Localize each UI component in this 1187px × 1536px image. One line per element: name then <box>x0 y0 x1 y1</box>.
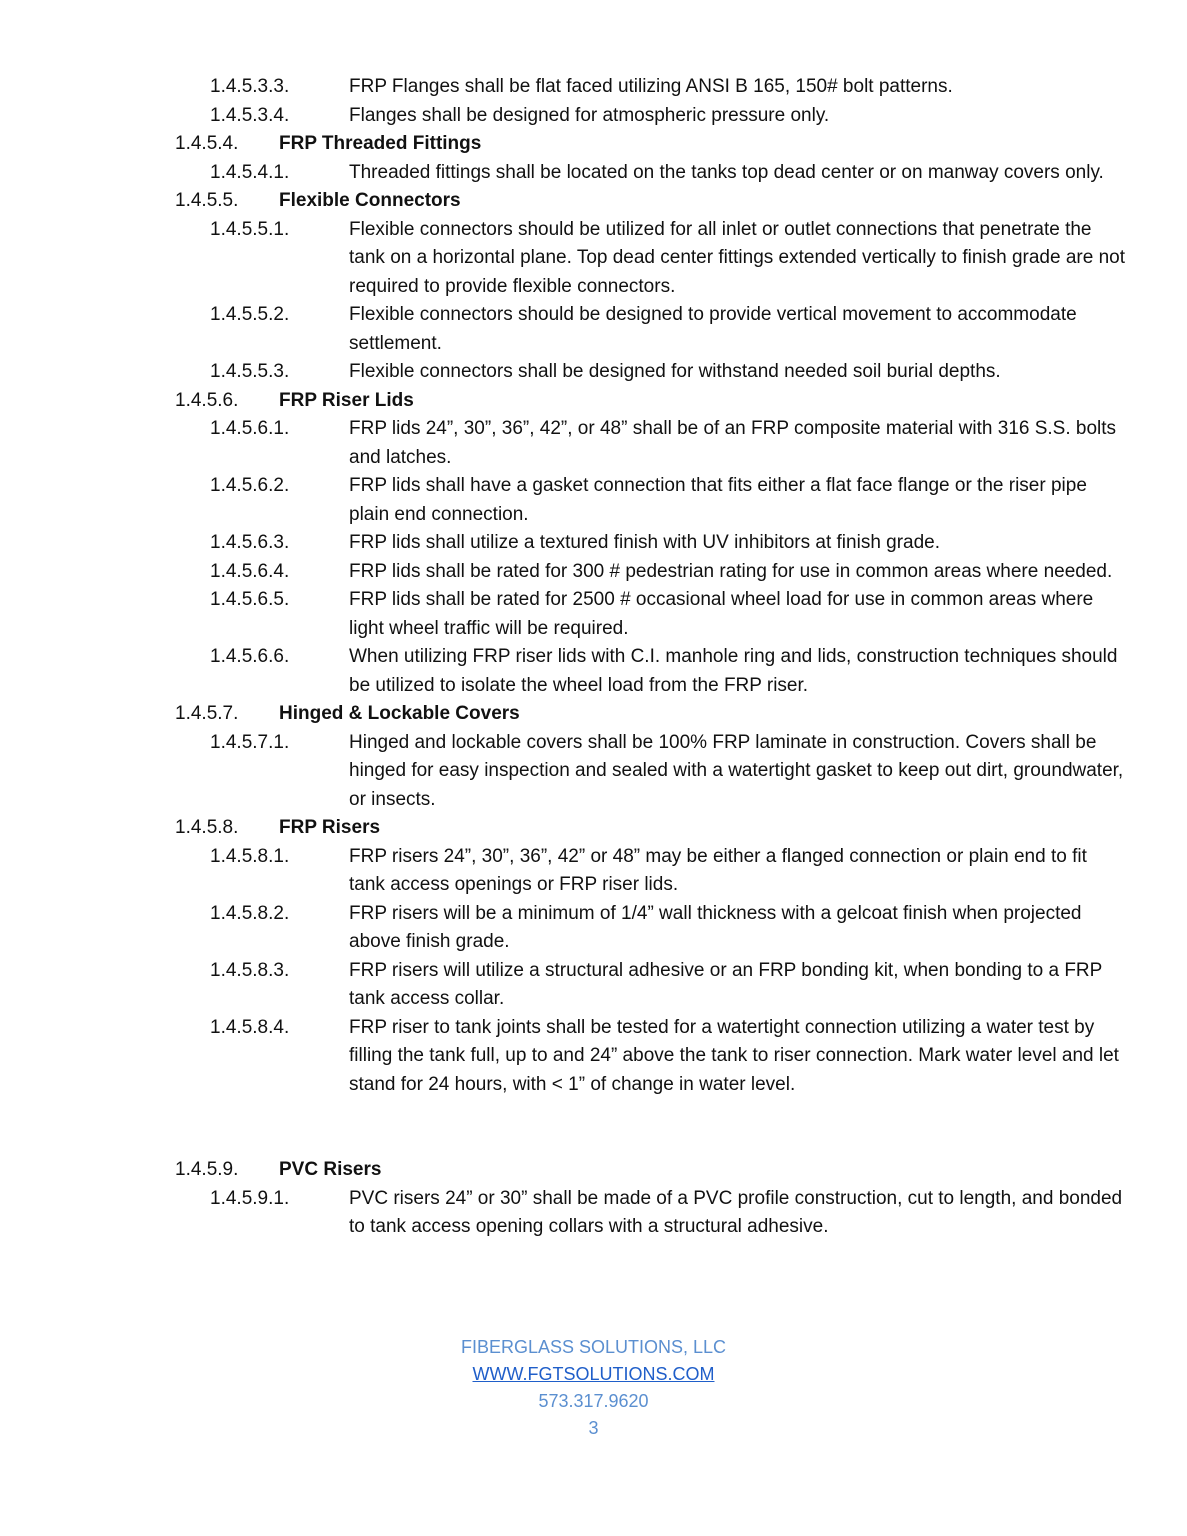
section-heading <box>0 1156 1187 1185</box>
clause-text: FRP lids 24”, 30”, 36”, 42”, or 48” shall be of an FRP composite material with 316 S.S. bolts and latches. <box>349 418 1117 468</box>
clause-number: 1.4.5.8.4. <box>210 1016 290 1038</box>
clause-number: 1.4.5.8.1. <box>210 845 290 867</box>
heading-text: Hinged & Lockable Covers <box>279 703 520 724</box>
section-heading <box>0 130 1187 159</box>
clause-item <box>0 900 1187 957</box>
clause-number: 1.4.5.6.3. <box>210 532 290 553</box>
clause-item <box>0 415 1187 472</box>
clause-text: Flexible connectors shall be designed for withstand needed soil burial depths. <box>349 361 1001 382</box>
clause-number: 1.4.5.5. <box>175 190 239 211</box>
clause-text: FRP lids shall utilize a textured finish with UV inhibitors at finish grade. <box>349 532 941 553</box>
heading-text: FRP Risers <box>279 817 381 838</box>
clause-number: 1.4.5.9.1. <box>210 1187 290 1209</box>
page-footer <box>0 1334 1187 1442</box>
clause-text: FRP risers will utilize a structural adhesive or an FRP bonding kit, when bonding to a FRP tank access collar. <box>349 959 1102 1009</box>
clause-item <box>0 1185 1187 1242</box>
clause-number: 1.4.5.6.4. <box>210 560 290 582</box>
clause-text: FRP risers 24”, 30”, 36”, 42” or 48” may be either a flanged connection or plain end to fit tank access openings or FRP riser lids. <box>349 845 1087 895</box>
clause-number: 1.4.5.6. <box>175 389 239 411</box>
heading-text: FRP Riser Lids <box>279 389 414 411</box>
section-heading <box>0 387 1187 416</box>
clause-number: 1.4.5.8.2. <box>210 902 290 924</box>
clause-number: 1.4.5.5.1. <box>210 218 290 240</box>
footer-website-link[interactable]: WWW.FGTSOLUTIONS.COM <box>472 1364 715 1384</box>
clause-number: 1.4.5.6.1. <box>210 418 290 439</box>
clause-item <box>0 159 1187 188</box>
clause-text: FRP riser to tank joints shall be tested for a watertight connection utilizing a water test by filling the tank full, up to and 24” above the tank to riser connection. Mark water level and let stand for 24 hours, with < 1” of change in water level. <box>349 1016 1119 1095</box>
clause-text: Flexible connectors should be utilized for all inlet or outlet connections that penetrate the tank on a horizontal plane. Top dead center fittings extended vertically to finish grade are not required to provide flexible connectors. <box>349 218 1125 297</box>
footer-company: FIBERGLASS SOLUTIONS, LLC <box>460 1337 727 1357</box>
heading-text: PVC Risers <box>279 1159 382 1180</box>
clause-number: 1.4.5.8.3. <box>210 959 290 981</box>
clause-item <box>0 558 1187 587</box>
clause-item <box>0 586 1187 643</box>
clause-number: 1.4.5.4.1. <box>210 161 290 183</box>
clause-item <box>0 216 1187 302</box>
clause-text: Flexible connectors should be designed to provide vertical movement to accommodate settlement. <box>349 304 1077 354</box>
clause-item <box>0 729 1187 815</box>
clause-item <box>0 957 1187 1014</box>
clause-item <box>0 73 1187 102</box>
clause-number: 1.4.5.6.2. <box>210 475 290 496</box>
clause-text: FRP lids shall be rated for 2500 # occasional wheel load for use in common areas where light wheel traffic will be required. <box>349 589 1094 639</box>
clause-number: 1.4.5.7.1. <box>210 731 290 753</box>
clause-item <box>0 358 1187 387</box>
clause-text: When utilizing FRP riser lids with C.I. manhole ring and lids, construction techniques should be utilized to isolate the wheel load from the FRP riser. <box>349 646 1118 696</box>
clause-number: 1.4.5.9. <box>175 1159 239 1180</box>
clause-text: Hinged and lockable covers shall be 100% FRP laminate in construction. Covers shall be hinged for easy inspection and sealed with a watertight gasket to keep out dirt, groundwater, or insects. <box>349 731 1124 810</box>
document-body <box>0 73 1187 1242</box>
clause-text: FRP lids shall have a gasket connection that fits either a flat face flange or the riser pipe plain end connection. <box>349 475 1087 525</box>
clause-number: 1.4.5.7. <box>175 703 239 724</box>
clause-number: 1.4.5.3.3. <box>210 76 290 97</box>
section-heading <box>0 700 1187 729</box>
clause-text: PVC risers 24” or 30” shall be made of a PVC profile construction, cut to length, and bonded to tank access opening collars with a structural adhesive. <box>349 1187 1123 1237</box>
clause-text: FRP Flanges shall be flat faced utilizing ANSI B 165, 150# bolt patterns. <box>349 76 953 97</box>
clause-number: 1.4.5.6.6. <box>210 646 290 667</box>
clause-number: 1.4.5.6.5. <box>210 589 290 610</box>
clause-text: FRP lids shall be rated for 300 # pedestrian rating for use in common areas where needed. <box>349 560 1113 582</box>
clause-item <box>0 643 1187 700</box>
footer-phone: 573.317.9620 <box>538 1391 649 1411</box>
clause-text: Threaded fittings shall be located on the tanks top dead center or on manway covers only. <box>349 161 1104 183</box>
clause-number: 1.4.5.8. <box>175 817 239 838</box>
clause-number: 1.4.5.5.2. <box>210 304 290 325</box>
clause-item <box>0 1014 1187 1100</box>
section-heading <box>0 814 1187 843</box>
heading-text: FRP Threaded Fittings <box>279 133 482 154</box>
clause-item <box>0 301 1187 358</box>
section-spacer <box>0 1099 1187 1156</box>
clause-item <box>0 102 1187 131</box>
section-heading <box>0 187 1187 216</box>
clause-item <box>0 472 1187 529</box>
clause-number: 1.4.5.3.4. <box>210 104 290 126</box>
clause-number: 1.4.5.4. <box>175 133 239 154</box>
clause-item <box>0 843 1187 900</box>
clause-item <box>0 529 1187 558</box>
heading-text: Flexible Connectors <box>279 190 461 211</box>
clause-text: FRP risers will be a minimum of 1/4” wall thickness with a gelcoat finish when projected above finish grade. <box>349 902 1082 952</box>
clause-text: Flanges shall be designed for atmospheric pressure only. <box>349 104 830 126</box>
page-number: 3 <box>588 1418 599 1438</box>
clause-number: 1.4.5.5.3. <box>210 361 290 382</box>
